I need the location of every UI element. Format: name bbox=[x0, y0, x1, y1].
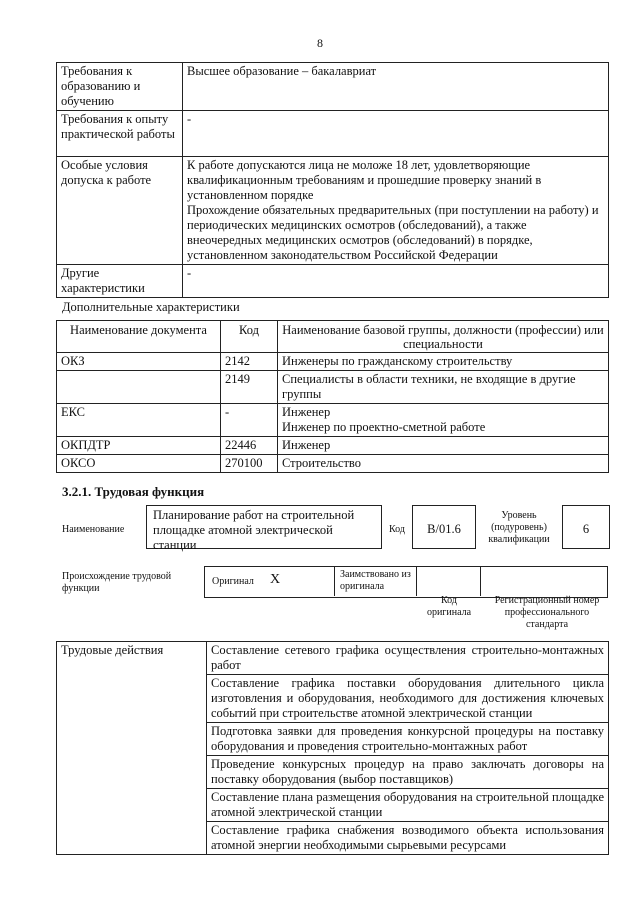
action-item: Составление плана размещения оборудования на строительной площадке атомной электрической станции bbox=[207, 789, 609, 822]
row-doc: ОКСО bbox=[57, 455, 221, 473]
req-value-education: Высшее образование – бакалавриат bbox=[183, 63, 609, 111]
row-doc: ОКПДТР bbox=[57, 437, 221, 455]
function-level-label: Уровень (подуровень) квалификации bbox=[488, 510, 550, 545]
original-label: Оригинал bbox=[212, 576, 254, 587]
labor-actions-table bbox=[56, 641, 609, 855]
req-label-education: Требования к образованию и обучению bbox=[57, 63, 183, 111]
row-name: Строительство bbox=[278, 455, 609, 473]
origin-divider bbox=[416, 566, 417, 596]
row-doc: ЕКС bbox=[57, 404, 221, 437]
additional-characteristics-table bbox=[56, 320, 609, 473]
row-code: 270100 bbox=[221, 455, 278, 473]
row-name: Специалисты в области техники, не входящие в другие группы bbox=[278, 371, 609, 404]
reg-number-caption: Регистрационный номер профессионального стандарта bbox=[494, 595, 600, 630]
requirements-table bbox=[56, 62, 609, 298]
action-item: Проведение конкурсных процедур на право заключать договоры на поставку оборудования (выбор поставщиков) bbox=[207, 756, 609, 789]
row-name: Инженеры по гражданскому строительству bbox=[278, 353, 609, 371]
function-level-box: 6 bbox=[562, 505, 610, 549]
req-label-other: Другие характеристики bbox=[57, 265, 183, 298]
req-label-experience: Требования к опыту практической работы bbox=[57, 111, 183, 157]
req-value-other: - bbox=[183, 265, 609, 298]
actions-label: Трудовые действия bbox=[57, 642, 207, 855]
row-code: - bbox=[221, 404, 278, 437]
action-item: Составление сетевого графика осуществления строительно-монтажных работ bbox=[207, 642, 609, 675]
section-title: 3.2.1. Трудовая функция bbox=[62, 484, 205, 499]
origin-divider bbox=[334, 566, 335, 596]
header-document: Наименование документа bbox=[57, 321, 221, 353]
action-item: Подготовка заявки для проведения конкурсной процедуры на поставку оборудования и проведения строительно-монтажных работ bbox=[207, 723, 609, 756]
additional-characteristics-title: Дополнительные характеристики bbox=[62, 300, 240, 314]
action-item: Составление графика снабжения возводимого объекта использования атомной энергии необходимыми сырьевыми ресурсами bbox=[207, 822, 609, 855]
origin-divider bbox=[480, 566, 481, 596]
row-doc: ОКЗ bbox=[57, 353, 221, 371]
row-code: 2149 bbox=[221, 371, 278, 404]
origin-label: Происхождение трудовой функции bbox=[62, 571, 172, 594]
page-number: 8 bbox=[317, 36, 323, 50]
function-code-box: B/01.6 bbox=[412, 505, 476, 549]
row-doc bbox=[57, 371, 221, 404]
row-name: Инженер bbox=[278, 437, 609, 455]
function-name-box: Планирование работ на строительной площадке атомной электрической станции bbox=[146, 505, 382, 549]
header-group-name: Наименование базовой группы, должности (профессии) или специальности bbox=[278, 321, 609, 353]
code-original-caption: Код оригинала bbox=[426, 595, 472, 618]
original-mark: X bbox=[270, 572, 281, 587]
function-code-label: Код bbox=[389, 524, 405, 535]
req-value-conditions: К работе допускаются лица не моложе 18 лет, удовлетворяющие квалификационным требованиям и прошедшие проверку знаний в установленном порядке Прохождение обязательных предварительных (при поступлении на работу) и периодических медицинских осмотров (обследований), а также внеочередных медицинских осмотров (обследований) в порядке, установленном законодательством Российской Федерации bbox=[183, 157, 609, 265]
function-name-label: Наименование bbox=[62, 524, 125, 535]
req-label-conditions: Особые условия допуска к работе bbox=[57, 157, 183, 265]
borrowed-label: Заимствовано из оригинала bbox=[340, 569, 411, 592]
header-code: Код bbox=[221, 321, 278, 353]
req-value-experience: - bbox=[183, 111, 609, 157]
row-code: 2142 bbox=[221, 353, 278, 371]
row-name: Инженер Инженер по проектно-сметной работе bbox=[278, 404, 609, 437]
action-item: Составление графика поставки оборудования длительного цикла изготовления и оборудования, необходимого для достижения ключевых событий при строительстве атомной электрической станции bbox=[207, 675, 609, 723]
row-code: 22446 bbox=[221, 437, 278, 455]
